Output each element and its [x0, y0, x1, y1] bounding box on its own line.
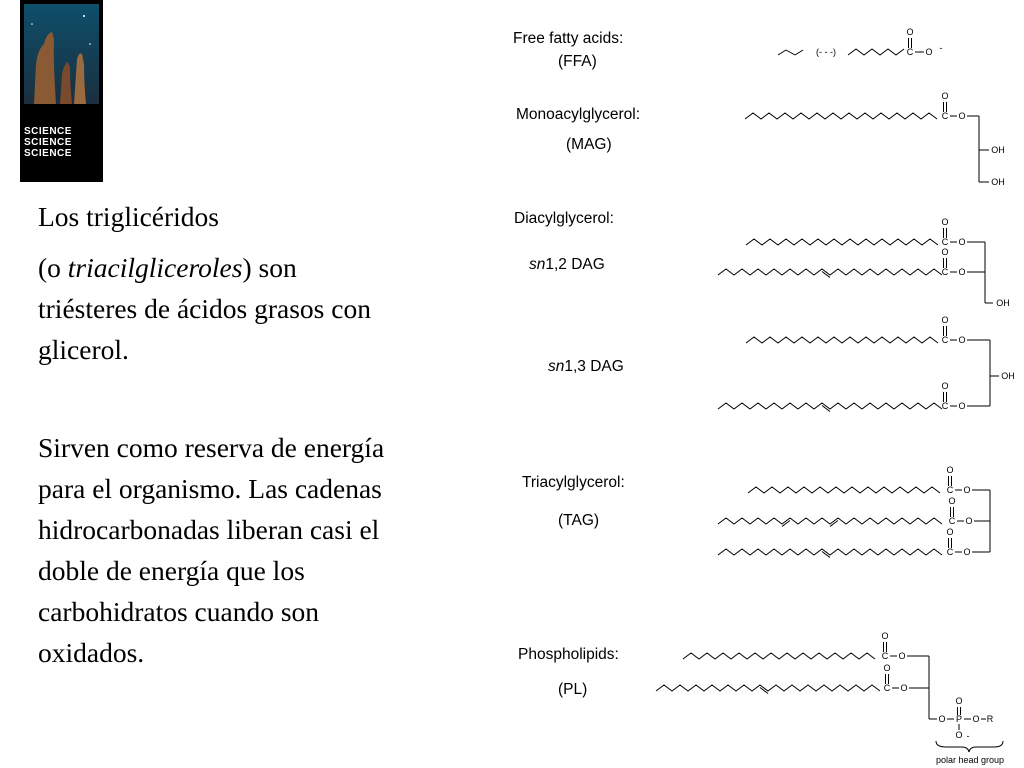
logo-word-2: SCIENCE — [24, 137, 72, 148]
carbon-label: C — [883, 683, 891, 693]
hydrocarbon-chain — [683, 653, 875, 659]
carbon-label: C — [941, 267, 949, 277]
oxygen-label: O — [946, 465, 954, 475]
p1-open: (o — [38, 252, 68, 283]
paragraph-1-line-2: triésteres de ácidos grasos con — [38, 293, 371, 324]
label-pl-abbr: (PL) — [558, 681, 588, 698]
oxygen-label: O — [883, 663, 891, 673]
hydrocarbon-chain — [718, 518, 942, 524]
oxygen-label: O — [881, 631, 889, 641]
oxygen-label: O — [906, 27, 914, 37]
hydrocarbon-chain — [745, 113, 937, 119]
oxygen-label: O — [955, 730, 963, 740]
hydrocarbon-chain — [718, 549, 942, 555]
oxygen-label: O — [958, 111, 966, 121]
paragraph-2-line-4: doble de energía que los — [38, 555, 305, 586]
carbon-label: C — [881, 651, 889, 661]
hydrocarbon-chain — [656, 685, 880, 691]
hydrocarbon-chain — [746, 239, 938, 245]
oxygen-label: O — [941, 381, 949, 391]
charge-label: - — [939, 43, 943, 53]
oxygen-label: O — [958, 267, 966, 277]
carbon-label: C — [946, 485, 954, 495]
carbon-label: C — [946, 547, 954, 557]
bond — [795, 50, 803, 55]
carbon-label: C — [941, 335, 949, 345]
bond — [778, 50, 786, 55]
oxygen-label: O — [898, 651, 906, 661]
hydroxyl-label: OH — [996, 298, 1010, 308]
hydrocarbon-chain — [848, 49, 904, 55]
paragraph-2-line-2: para el organismo. Las cadenas — [38, 473, 382, 504]
label-pl-name: Phospholipids: — [518, 646, 619, 663]
hydrocarbon-chain — [718, 403, 942, 409]
label-tag-name: Triacylglycerol: — [522, 474, 625, 491]
sn-prefix: sn — [529, 256, 546, 273]
charge-label: - — [966, 731, 970, 741]
oxygen-label: O — [900, 683, 908, 693]
polar-head-label: polar head group — [935, 755, 1005, 765]
p1-italic-term: triacilgliceroles — [67, 252, 243, 283]
oxygen-label: O — [963, 485, 971, 495]
label-mag-abbr: (MAG) — [566, 136, 612, 153]
paragraph-1-line-3: glicerol. — [38, 334, 129, 365]
oxygen-label: O — [965, 516, 973, 526]
sn-prefix: sn — [548, 358, 565, 375]
carbon-label: C — [941, 237, 949, 247]
oxygen-label: O — [948, 496, 956, 506]
oxygen-label: O — [972, 714, 980, 724]
paragraph-2-line-5: carbohidratos cuando son — [38, 596, 320, 627]
dag13-rest: 1,3 DAG — [564, 358, 624, 375]
oxygen-label: O — [946, 527, 954, 537]
carbon-label: C — [941, 401, 949, 411]
carbon-label: C — [948, 516, 956, 526]
label-mag-name: Monoacylglycerol: — [516, 106, 641, 123]
label-ffa-name: Free fatty acids: — [513, 30, 624, 47]
carbon-label: C — [941, 111, 949, 121]
logo-word-1: SCIENCE — [24, 126, 72, 137]
oxygen-label: O — [958, 401, 966, 411]
oxygen-label: O — [958, 237, 966, 247]
paragraph-2-line-3: hidrocarbonadas liberan casi el — [38, 514, 380, 545]
phosphorus-label: P — [955, 714, 963, 724]
paragraph-2-line-1: Sirven como reserva de energía — [38, 432, 385, 463]
slide-heading: Los triglicéridos — [38, 201, 220, 232]
label-tag-abbr: (TAG) — [558, 512, 600, 529]
bond — [786, 50, 795, 55]
polar-head-brace — [936, 741, 1003, 752]
label-dag-name: Diacylglycerol: — [514, 210, 614, 227]
logo-word-3: SCIENCE — [24, 148, 72, 159]
oxygen-label: O — [958, 335, 966, 345]
oxygen-label: O — [955, 696, 963, 706]
oxygen-label: O — [938, 714, 946, 724]
label-ffa-abbr: (FFA) — [558, 53, 597, 70]
hydroxyl-label: OH — [1001, 371, 1015, 381]
hydrocarbon-chain — [746, 337, 938, 343]
p1-rest: ) son — [242, 252, 297, 283]
oxygen-label: O — [941, 91, 949, 101]
paragraph-2-line-6: oxidados. — [38, 637, 145, 668]
chain-gap-label: (- - -) — [816, 47, 836, 57]
oxygen-label: O — [941, 247, 949, 257]
oxygen-label: O — [941, 315, 949, 325]
hydrocarbon-chain — [718, 269, 942, 275]
oxygen-label: O — [963, 547, 971, 557]
hydroxyl-label: OH — [991, 177, 1005, 187]
oxygen-label: O — [941, 217, 949, 227]
oxygen-label: O — [925, 47, 933, 57]
hydroxyl-label: OH — [991, 145, 1005, 155]
hydrocarbon-chain — [748, 487, 940, 493]
r-group-label: R — [986, 714, 994, 724]
dag12-rest: 1,2 DAG — [545, 256, 605, 273]
carbon-label: C — [906, 47, 914, 57]
